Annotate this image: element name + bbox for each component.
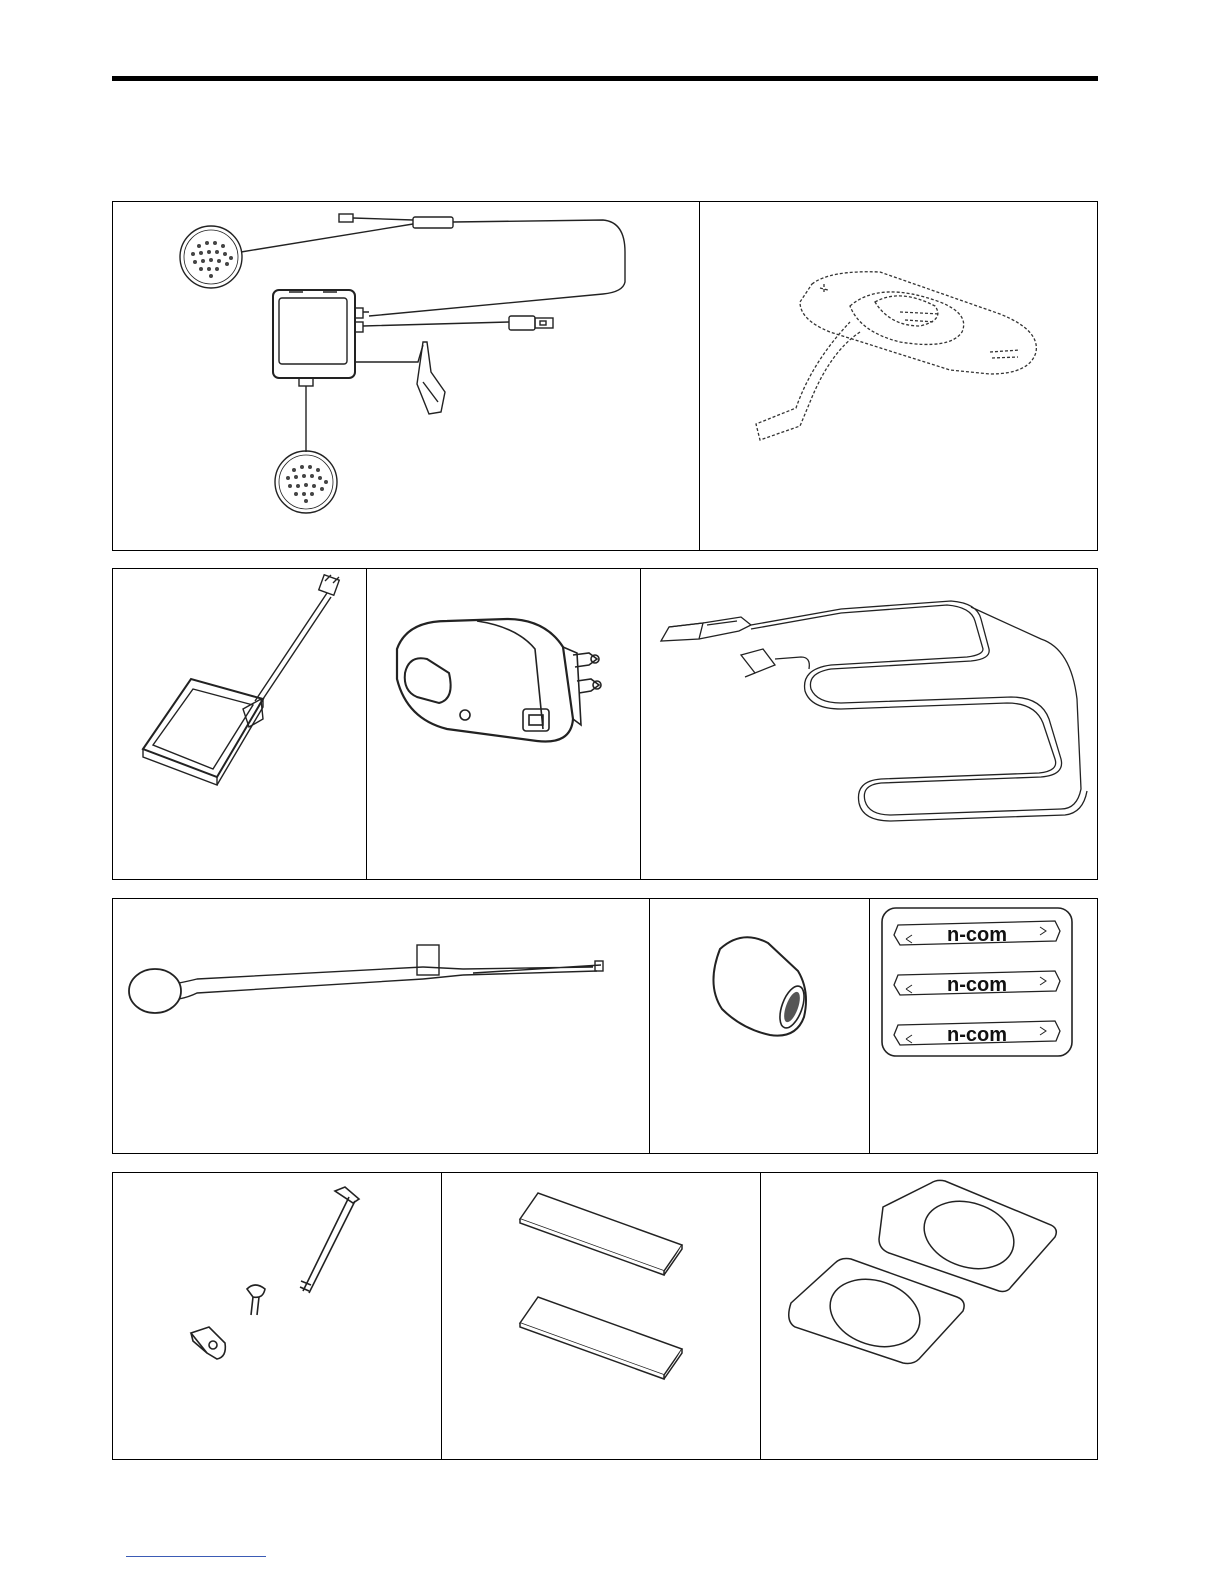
cell-sticker-sheet [869,899,1097,1153]
sticker-text-2: n-com [947,974,1007,996]
kit-row-2 [112,568,1098,880]
speaker-velcro-pads-drawing [761,1173,1098,1459]
windscreen-drawing [650,899,870,1153]
cell-boom-microphone [113,899,649,1153]
sticker-3 [894,1021,1060,1046]
cell-speaker-velcro-pads [760,1173,1097,1459]
cell-wall-charger [366,569,640,879]
cell-windscreen [649,899,869,1153]
boom-microphone-drawing [113,899,649,1153]
header-rule [112,76,1098,81]
base-plate-drawing [700,202,1098,550]
usb-cable-drawing [641,569,1098,879]
battery-pack-drawing [113,569,366,879]
kit-row-3 [112,898,1098,1154]
cell-adhesive-strips [441,1173,760,1459]
cell-usb-cable [640,569,1097,879]
kit-row-1 [112,201,1098,551]
sticker-text-1: n-com [947,924,1007,946]
cell-base-plate [699,202,1097,550]
sticker-2 [894,971,1060,996]
audio-kit-drawing [113,202,699,550]
wall-charger-drawing [367,569,641,879]
cell-battery-pack [113,569,366,879]
kit-row-4 [112,1172,1098,1460]
cell-audio-kit [113,202,699,550]
adhesive-strips-drawing [442,1173,761,1459]
sticker-text-3: n-com [947,1024,1007,1046]
sticker-sheet-drawing [870,899,1098,1153]
cell-allen-key-screws [113,1173,441,1459]
allen-key-screws-drawing [113,1173,441,1459]
footer-link-rule [126,1556,266,1557]
sticker-1 [894,921,1060,946]
